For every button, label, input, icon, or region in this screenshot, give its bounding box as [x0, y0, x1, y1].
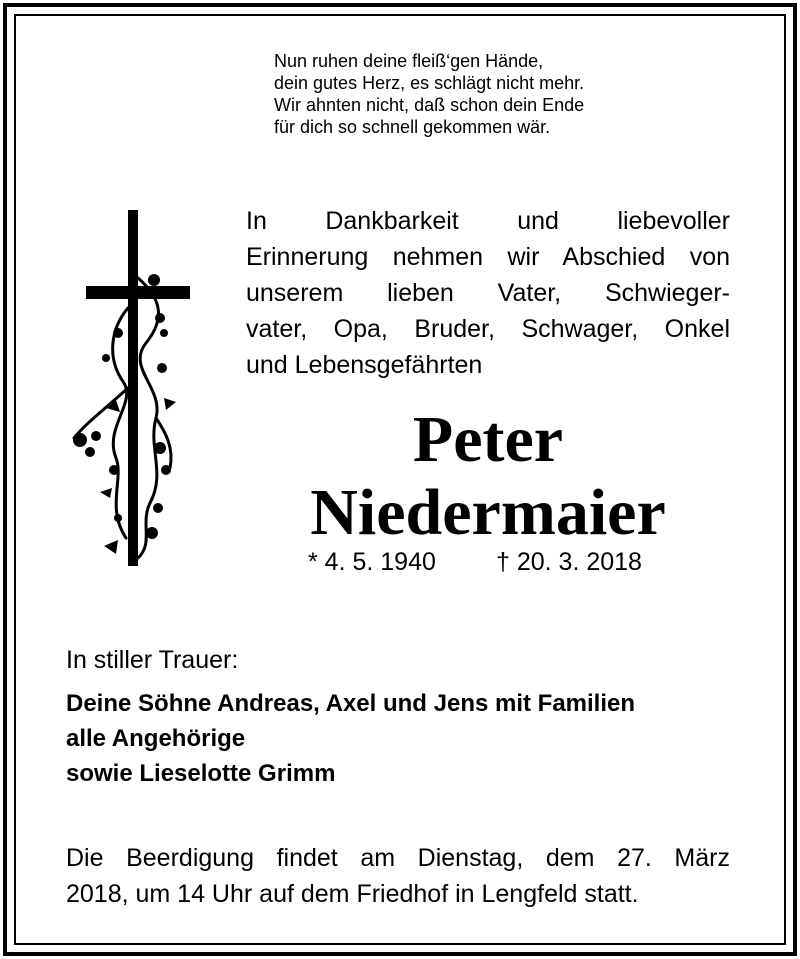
intro-line: vater, Opa, Bruder, Schwager, Onkel: [246, 315, 730, 343]
funeral-notice: [66, 840, 730, 912]
death-date: † 20. 3. 2018: [496, 548, 642, 576]
intro-line: und Lebensgefährten: [246, 351, 483, 379]
poem-line: für dich so schnell gekommen wär.: [274, 117, 551, 137]
funeral-line: Die Beerdigung findet am Dienstag, dem 27. März: [66, 844, 730, 872]
poem-line: Nun ruhen deine fleiß‘gen Hände,: [274, 51, 544, 71]
mourners-label: In stiller Trauer:: [66, 646, 239, 674]
cross-with-vine-icon: [66, 208, 196, 568]
birth-date: * 4. 5. 1940: [308, 548, 436, 576]
intro-line: unserem lieben Vater, Schwieger-: [246, 279, 730, 307]
mourner-line: Deine Söhne Andreas, Axel und Jens mit Familien: [66, 690, 636, 717]
mourner-line: alle Angehörige: [66, 725, 246, 752]
mourner-line: sowie Lieselotte Grimm: [66, 760, 336, 787]
intro-line: Erinnerung nehmen wir Abschied von: [246, 243, 730, 271]
funeral-line: 2018, um 14 Uhr auf dem Friedhof in Lengfeld statt.: [66, 880, 639, 908]
mourners-list: [66, 686, 635, 791]
deceased-first-name: Peter: [412, 403, 564, 476]
poem-line: dein gutes Herz, es schlägt nicht mehr.: [274, 73, 585, 93]
poem: [274, 50, 584, 138]
deceased-last-name: Niedermaier: [310, 476, 666, 549]
intro-line: In Dankbarkeit und liebevoller: [246, 207, 730, 235]
intro-text: [246, 203, 730, 383]
poem-line: Wir ahnten nicht, daß schon dein Ende: [274, 95, 585, 115]
